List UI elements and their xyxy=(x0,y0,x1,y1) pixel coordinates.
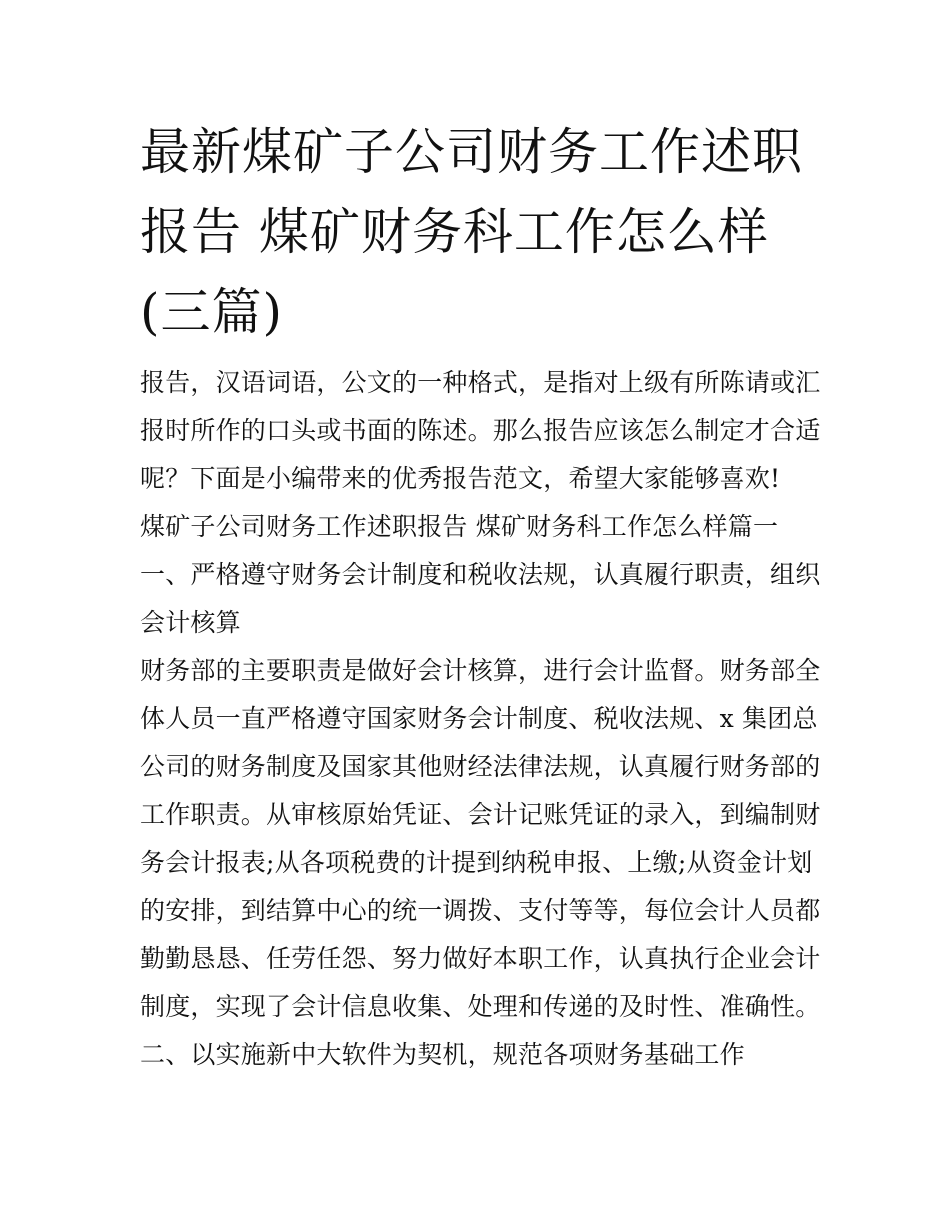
subsection-heading: 一、严格遵守财务会计制度和税收法规，认真履行职责，组织 xyxy=(140,560,821,589)
body-line: 财务部的主要职责是做好会计核算，进行会计监督。财务部全 xyxy=(140,656,821,685)
title-line-3: (三篇) xyxy=(140,283,284,341)
body-line: 制度，实现了会计信息收集、处理和传递的及时性、准确性。 xyxy=(140,992,821,1021)
body-line: 勤勤恳恳、任劳任怨、努力做好本职工作，认真执行企业会计 xyxy=(140,944,821,973)
body-line: 公司的财务制度及国家其他财经法律法规，认真履行财务部的 xyxy=(140,752,821,781)
body-line: 工作职责。从审核原始凭证、会计记账凭证的录入，到编制财 xyxy=(140,800,821,829)
subsection-heading: 会计核算 xyxy=(140,608,241,637)
body-line: 呢？下面是小编带来的优秀报告范文，希望大家能够喜欢! xyxy=(140,464,781,493)
document-body xyxy=(140,359,820,1079)
body-line: 报时所作的口头或书面的陈述。那么报告应该怎么制定才合适 xyxy=(140,416,821,445)
title-line-1: 最新煤矿子公司财务工作述职 xyxy=(140,123,803,181)
body-line: 务会计报表;从各项税费的计提到纳税申报、上缴;从资金计划 xyxy=(140,848,813,877)
body-line: 体人员一直严格遵守国家财务会计制度、税收法规、x 集团总 xyxy=(140,704,818,733)
document-title xyxy=(140,112,820,352)
section-heading: 煤矿子公司财务工作述职报告 煤矿财务科工作怎么样篇一 xyxy=(140,512,779,541)
title-line-2: 报告 煤矿财务科工作怎么样 xyxy=(140,203,769,261)
body-line: 的安排，到结算中心的统一调拨、支付等等，每位会计人员都 xyxy=(140,896,821,925)
subsection-heading: 二、以实施新中大软件为契机，规范各项财务基础工作 xyxy=(140,1040,745,1069)
body-line: 报告，汉语词语，公文的一种格式，是指对上级有所陈请或汇 xyxy=(140,368,821,397)
